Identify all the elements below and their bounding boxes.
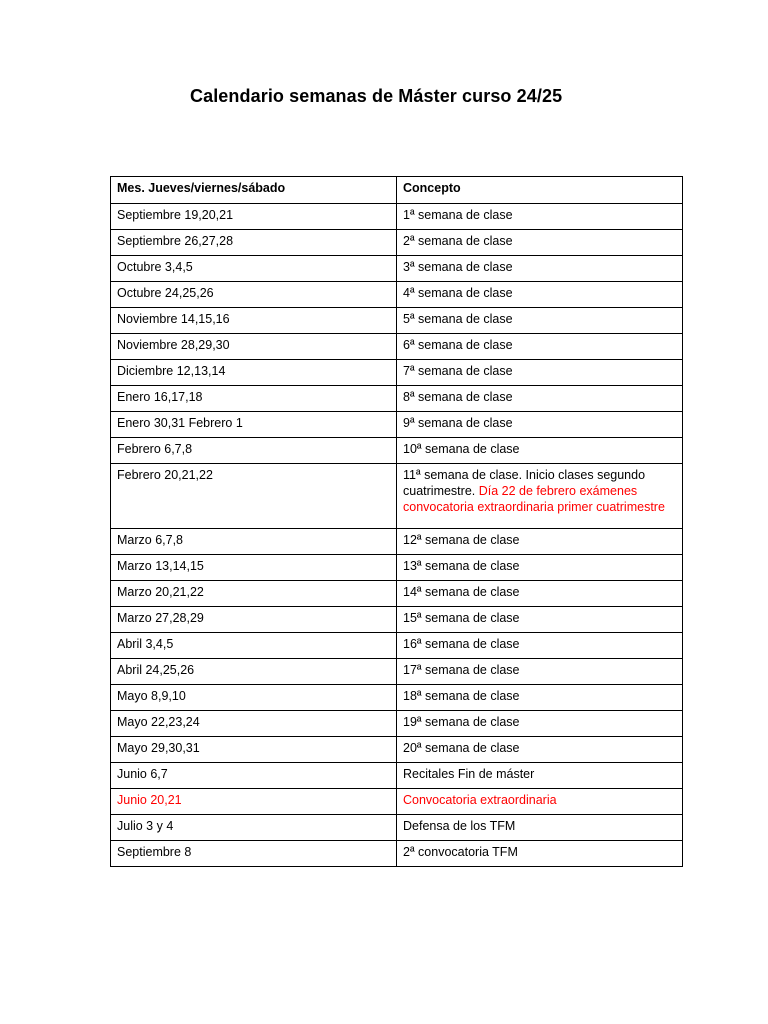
document-title: Calendario semanas de Máster curso 24/25 [190, 86, 563, 106]
cell-mes: Febrero 20,21,22 [111, 464, 397, 529]
cell-concepto [397, 386, 683, 412]
concepto-text: Recitales Fin de máster [403, 767, 535, 781]
cell-mes: Abril 3,4,5 [111, 633, 397, 659]
table-row [111, 412, 683, 438]
cell-concepto [397, 412, 683, 438]
cell-mes: Abril 24,25,26 [111, 659, 397, 685]
table-row [111, 230, 683, 256]
concepto-text: 4ª semana de clase [403, 286, 513, 300]
cell-concepto [397, 633, 683, 659]
cell-concepto [397, 763, 683, 789]
concepto-text: 20ª semana de clase [403, 741, 520, 755]
table-body [111, 204, 683, 867]
cell-mes: Mayo 8,9,10 [111, 685, 397, 711]
cell-mes: Marzo 27,28,29 [111, 607, 397, 633]
cell-mes: Junio 6,7 [111, 763, 397, 789]
cell-concepto [397, 256, 683, 282]
table-row [111, 659, 683, 685]
concepto-text: 11ª semana de clase. Inicio clases segundo cuatrimestre. [403, 468, 646, 498]
cell-mes: Mayo 29,30,31 [111, 737, 397, 763]
table-row [111, 815, 683, 841]
table-row [111, 841, 683, 867]
concepto-text: 15ª semana de clase [403, 611, 520, 625]
table-row [111, 633, 683, 659]
table-row [111, 308, 683, 334]
cell-mes: Septiembre 26,27,28 [111, 230, 397, 256]
table-row [111, 685, 683, 711]
concepto-text: 3ª semana de clase [403, 260, 513, 274]
concepto-text: 17ª semana de clase [403, 663, 520, 677]
cell-concepto [397, 737, 683, 763]
cell-mes: Enero 16,17,18 [111, 386, 397, 412]
cell-mes: Marzo 20,21,22 [111, 581, 397, 607]
concepto-text: 5ª semana de clase [403, 312, 513, 326]
table-row [111, 334, 683, 360]
concepto-text: 2ª convocatoria TFM [403, 845, 518, 859]
concepto-text: Defensa de los TFM [403, 819, 516, 833]
concepto-text: 2ª semana de clase [403, 234, 513, 248]
cell-concepto [397, 464, 683, 529]
cell-mes: Septiembre 8 [111, 841, 397, 867]
concepto-text: 19ª semana de clase [403, 715, 520, 729]
cell-mes: Noviembre 28,29,30 [111, 334, 397, 360]
cell-concepto [397, 685, 683, 711]
cell-concepto [397, 282, 683, 308]
table-row [111, 256, 683, 282]
concepto-text: 8ª semana de clase [403, 390, 513, 404]
cell-concepto [397, 204, 683, 230]
table-row [111, 711, 683, 737]
concepto-text: Convocatoria extraordinaria [403, 793, 557, 807]
cell-concepto [397, 659, 683, 685]
table-row [111, 607, 683, 633]
table-row [111, 737, 683, 763]
cell-concepto [397, 438, 683, 464]
concepto-text: 9ª semana de clase [403, 416, 513, 430]
cell-mes: Marzo 6,7,8 [111, 529, 397, 555]
table-row [111, 763, 683, 789]
table-row [111, 438, 683, 464]
cell-concepto [397, 841, 683, 867]
concepto-text: 18ª semana de clase [403, 689, 520, 703]
concepto-text: 14ª semana de clase [403, 585, 520, 599]
concepto-text: 16ª semana de clase [403, 637, 520, 651]
cell-concepto [397, 711, 683, 737]
cell-concepto [397, 529, 683, 555]
cell-concepto [397, 607, 683, 633]
table-row [111, 581, 683, 607]
header-concepto: Concepto [397, 177, 683, 204]
cell-mes: Noviembre 14,15,16 [111, 308, 397, 334]
cell-mes: Septiembre 19,20,21 [111, 204, 397, 230]
table-row [111, 789, 683, 815]
cell-concepto [397, 555, 683, 581]
cell-mes: Octubre 24,25,26 [111, 282, 397, 308]
cell-mes: Febrero 6,7,8 [111, 438, 397, 464]
concepto-text: 1ª semana de clase [403, 208, 513, 222]
concepto-text: 10ª semana de clase [403, 442, 520, 456]
cell-mes: Junio 20,21 [111, 789, 397, 815]
table-row [111, 464, 683, 529]
cell-mes: Octubre 3,4,5 [111, 256, 397, 282]
cell-concepto [397, 360, 683, 386]
cell-mes: Marzo 13,14,15 [111, 555, 397, 581]
cell-mes: Enero 30,31 Febrero 1 [111, 412, 397, 438]
cell-mes: Mayo 22,23,24 [111, 711, 397, 737]
table-header-row [111, 177, 683, 204]
cell-concepto [397, 308, 683, 334]
cell-concepto [397, 334, 683, 360]
schedule-table [110, 176, 683, 867]
cell-concepto [397, 815, 683, 841]
cell-concepto [397, 581, 683, 607]
concepto-highlight-text: Día 22 de febrero exámenes convocatoria extraordinaria primer cuatrimestre [403, 484, 665, 514]
cell-mes: Diciembre 12,13,14 [111, 360, 397, 386]
concepto-text: 7ª semana de clase [403, 364, 513, 378]
table-row [111, 529, 683, 555]
cell-concepto [397, 789, 683, 815]
concepto-text: 13ª semana de clase [403, 559, 520, 573]
table-row [111, 282, 683, 308]
cell-mes: Julio 3 y 4 [111, 815, 397, 841]
table-row [111, 204, 683, 230]
table-row [111, 360, 683, 386]
concepto-text: 12ª semana de clase [403, 533, 520, 547]
table-row [111, 555, 683, 581]
header-mes: Mes. Jueves/viernes/sábado [111, 177, 397, 204]
cell-concepto [397, 230, 683, 256]
table-row [111, 386, 683, 412]
concepto-text: 6ª semana de clase [403, 338, 513, 352]
